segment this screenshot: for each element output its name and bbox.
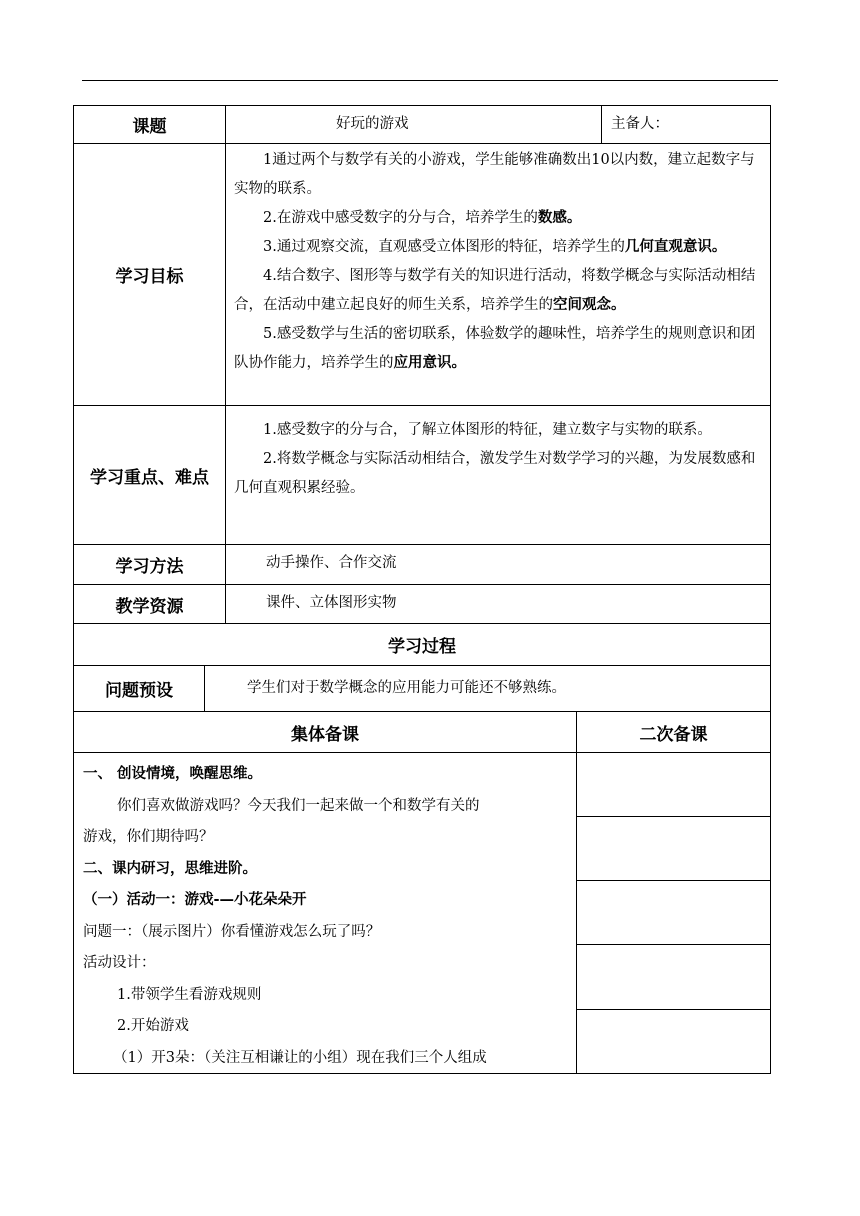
content-line: 活动设计：	[83, 955, 156, 971]
secondary-cell	[576, 880, 771, 945]
objectives-label: 学习目标	[73, 143, 226, 406]
content-line: （一）活动一：游戏-—小花朵朵开	[83, 892, 307, 908]
problem-label: 问题预设	[73, 665, 205, 712]
secondary-cell	[576, 944, 771, 1010]
top-rule	[82, 80, 778, 81]
content-line: 二、课内研习，思维进阶。	[83, 860, 257, 877]
collective-content	[73, 752, 577, 1074]
resources-value: 课件、立体图形实物	[225, 584, 771, 624]
topic-label: 课题	[73, 105, 226, 144]
key-point-item: 1.感受数字的分与合，了解立体图形的特征，建立数字与实物的联系。	[263, 422, 712, 438]
key-points-content	[225, 405, 771, 545]
process-title: 学习过程	[73, 623, 771, 666]
objective-item: 1通过两个与数学有关的小游戏，学生能够准确数出10以内数，建立起数字与实物的联系。	[234, 152, 755, 197]
objective-item: 2.在游戏中感受数字的分与合，培养学生的数感。	[263, 210, 582, 226]
key-point-item: 2.将数学概念与实际活动相结合，激发学生对数学学习的兴趣，为发展数感和几何直观积累经验。	[234, 451, 756, 496]
secondary-header: 二次备课	[576, 711, 771, 753]
method-label: 学习方法	[73, 544, 226, 585]
content-line: 你们喜欢做游戏吗？今天我们一起来做一个和数学有关的	[117, 797, 480, 814]
objective-item: 5.感受数学与生活的密切联系，体验数学的趣味性，培养学生的规则意识和团队协作能力，培养学生的应用意识。	[234, 326, 756, 371]
secondary-cell	[576, 1009, 771, 1074]
content-line: 问题一：（展示图片）你看懂游戏怎么玩了吗？	[83, 923, 381, 940]
secondary-cell	[576, 816, 771, 881]
content-line: 1.带领学生看游戏规则	[117, 986, 262, 1003]
objective-item: 4.结合数字、图形等与数学有关的知识进行活动，将数学概念与实际活动相结合，在活动中建立起良好的师生关系，培养学生的空间观念。	[234, 268, 756, 313]
objectives-content	[225, 143, 771, 406]
content-line: 一、 创设情境，唤醒思维。	[83, 766, 263, 782]
objective-item: 3.通过观察交流，直观感受立体图形的特征，培养学生的几何直观意识。	[263, 239, 727, 255]
key-points-label: 学习重点、难点	[73, 405, 226, 545]
collective-header: 集体备课	[73, 711, 577, 753]
content-line: （1）开3朵：（关注互相谦让的小组）现在我们三个人组成	[113, 1049, 487, 1066]
method-value: 动手操作、合作交流	[225, 544, 771, 585]
secondary-cell	[576, 752, 771, 817]
content-line: 游戏，你们期待吗？	[83, 829, 214, 845]
resources-label: 教学资源	[73, 584, 226, 624]
problem-value: 学生们对于数学概念的应用能力可能还不够熟练。	[204, 665, 771, 712]
preparer-label: 主备人：	[601, 105, 771, 144]
topic-value: 好玩的游戏	[225, 105, 602, 144]
content-line: 2.开始游戏	[117, 1018, 189, 1034]
